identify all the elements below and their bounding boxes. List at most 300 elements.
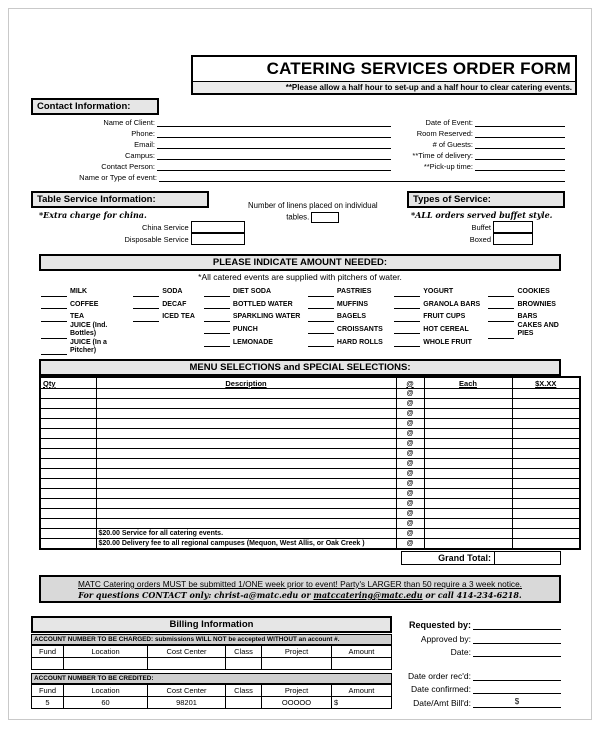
amount-item-label: PASTRIES	[336, 288, 372, 296]
at-symbol-cell: @	[396, 468, 424, 478]
description-cell[interactable]	[96, 418, 396, 428]
amount-column	[41, 284, 133, 355]
input-line[interactable]	[157, 117, 391, 127]
amount-item-label: PUNCH	[232, 325, 258, 333]
menu-col-header: Each	[424, 377, 512, 388]
form-field-row	[391, 138, 565, 149]
qty-cell[interactable]	[40, 508, 96, 518]
billing-col-header: Fund	[32, 684, 64, 696]
price-cell[interactable]	[512, 448, 580, 458]
amount-input-line[interactable]	[204, 338, 230, 347]
qty-cell[interactable]	[40, 468, 96, 478]
qty-cell[interactable]	[40, 478, 96, 488]
billing-col-header: Cost Center	[148, 645, 226, 657]
amount-item-label: HARD ROLLS	[336, 338, 383, 346]
billing-col-header: Location	[64, 684, 148, 696]
input-line[interactable]	[157, 128, 391, 138]
amount-input-line[interactable]	[204, 288, 230, 297]
description-cell[interactable]	[96, 518, 396, 528]
field-label: **Pick-up time:	[423, 162, 473, 171]
form-field-row	[39, 160, 391, 171]
qty-cell[interactable]	[40, 418, 96, 428]
qty-cell[interactable]	[40, 498, 96, 508]
amount-item-label: DECAF	[162, 300, 187, 308]
menu-table-row	[40, 468, 580, 478]
signoff-row	[408, 694, 561, 708]
price-cell[interactable]	[512, 438, 580, 448]
signoff-label: Date/Amt Bill'd:	[413, 697, 471, 708]
field-label: Buffet	[471, 222, 491, 232]
at-symbol-cell: @	[396, 388, 424, 398]
types-of-service-block	[381, 189, 565, 245]
at-symbol-cell: @	[396, 438, 424, 448]
account-charged-note: ACCOUNT NUMBER TO BE CHARGED: submissions WILL NOT be accepted WITHOUT an account #.	[31, 634, 392, 645]
amount-item-label: LEMONADE	[232, 338, 273, 346]
billing-cell[interactable]	[148, 657, 226, 669]
amount-input-line[interactable]	[488, 313, 514, 322]
form-field-row	[391, 160, 565, 171]
price-cell[interactable]	[512, 398, 580, 408]
billing-data-row	[32, 696, 392, 708]
menu-table-row	[40, 518, 580, 528]
amount-input-line[interactable]	[394, 300, 420, 309]
form-field-row	[39, 171, 565, 182]
each-cell[interactable]	[424, 468, 512, 478]
billing-data-row	[32, 657, 392, 669]
amount-input-line[interactable]	[133, 313, 159, 322]
amount-input-line[interactable]	[41, 313, 67, 322]
at-symbol-cell: @	[396, 448, 424, 458]
qty-cell[interactable]	[40, 528, 96, 538]
amount-item	[394, 322, 488, 335]
billing-col-header: Class	[226, 684, 262, 696]
amount-input-line[interactable]	[308, 325, 334, 334]
at-symbol-cell: @	[396, 508, 424, 518]
price-cell[interactable]	[512, 528, 580, 538]
amount-item	[308, 322, 394, 335]
amount-input-line[interactable]	[41, 330, 67, 339]
menu-table-row	[40, 478, 580, 488]
amount-input-line[interactable]	[394, 288, 420, 297]
amount-input-line[interactable]	[204, 325, 230, 334]
billing-cell: OOOOO	[262, 696, 332, 708]
amount-input-line[interactable]	[488, 300, 514, 309]
amount-input-line[interactable]	[41, 346, 67, 355]
qty-cell[interactable]	[40, 408, 96, 418]
amount-item	[308, 284, 394, 297]
menu-table-row	[40, 508, 580, 518]
menu-table-row	[40, 458, 580, 468]
price-cell[interactable]	[512, 388, 580, 398]
amount-column	[204, 284, 308, 355]
qty-cell[interactable]	[40, 388, 96, 398]
linens-label: Number of linens placed on individual tables.	[248, 201, 378, 221]
amount-item	[41, 322, 133, 339]
menu-table-row	[40, 428, 580, 438]
contact-left-fields	[39, 116, 391, 171]
price-cell[interactable]	[512, 468, 580, 478]
menu-table-row	[40, 488, 580, 498]
field-label: **Time of delivery:	[412, 151, 473, 160]
price-cell[interactable]	[512, 498, 580, 508]
amount-input-line[interactable]	[308, 338, 334, 347]
amount-item-label: ICED TEA	[162, 313, 195, 321]
menu-table-row	[40, 418, 580, 428]
description-cell[interactable]	[96, 428, 396, 438]
form-field-row	[39, 116, 391, 127]
account-charged-table	[31, 645, 392, 670]
signoff-line[interactable]	[473, 645, 561, 657]
input-line[interactable]	[157, 161, 391, 171]
each-cell[interactable]	[424, 458, 512, 468]
amount-item	[41, 309, 133, 322]
at-symbol-cell: @	[396, 498, 424, 508]
amount-item	[41, 284, 133, 297]
types-of-service-heading: Types of Service:	[407, 191, 565, 208]
at-symbol-cell: @	[396, 418, 424, 428]
amount-input-line[interactable]	[488, 330, 514, 339]
contact-information-heading: Contact Information:	[31, 98, 159, 115]
price-cell[interactable]	[512, 458, 580, 468]
description-cell[interactable]	[96, 408, 396, 418]
amount-needed-heading: PLEASE INDICATE AMOUNT NEEDED:	[39, 254, 561, 271]
table-service-heading: Table Service Information:	[31, 191, 209, 208]
amount-item	[204, 322, 308, 335]
each-cell[interactable]	[424, 388, 512, 398]
amount-item	[488, 297, 565, 310]
input-box[interactable]	[191, 233, 245, 245]
signoff-line[interactable]: $	[473, 696, 561, 708]
amount-item-label: HOT CEREAL	[423, 325, 469, 333]
menu-table-row	[40, 448, 580, 458]
field-label: Email:	[134, 140, 155, 149]
qty-cell[interactable]	[40, 398, 96, 408]
price-cell[interactable]	[512, 418, 580, 428]
at-symbol-cell: @	[396, 528, 424, 538]
amount-item	[488, 284, 565, 297]
billing-col-header: Project	[262, 684, 332, 696]
billing-cell[interactable]	[32, 657, 64, 669]
menu-col-header: Description	[96, 377, 396, 388]
notice-contact-prefix: For questions CONTACT only: christ-a@matc.edu or	[78, 589, 314, 600]
menu-col-header: @	[396, 377, 424, 388]
input-line[interactable]	[475, 150, 565, 160]
linens-block	[245, 189, 381, 245]
price-cell[interactable]	[512, 488, 580, 498]
amount-column	[308, 284, 394, 355]
amount-item	[394, 334, 488, 347]
form-field-row	[391, 116, 565, 127]
qty-cell[interactable]	[40, 428, 96, 438]
menu-table-row	[40, 528, 580, 538]
each-cell[interactable]	[424, 478, 512, 488]
description-cell[interactable]	[96, 458, 396, 468]
amount-item-label: FRUIT CUPS	[423, 313, 466, 321]
contact-event-field	[9, 171, 591, 182]
amount-item-label: JUICE (Ind. Bottles)	[70, 321, 108, 338]
amount-input-line[interactable]	[41, 300, 67, 309]
description-cell[interactable]	[96, 398, 396, 408]
amount-column	[488, 284, 565, 355]
table-service-block	[31, 189, 245, 245]
amount-item	[41, 297, 133, 310]
account-credited-table	[31, 684, 392, 709]
input-box[interactable]	[191, 221, 245, 233]
signoff-line[interactable]	[473, 669, 561, 681]
each-cell[interactable]	[424, 498, 512, 508]
amount-input-line[interactable]	[133, 288, 159, 297]
billing-block	[31, 616, 392, 709]
billing-col-header: Fund	[32, 645, 64, 657]
menu-table-row	[40, 538, 580, 549]
china-charge-note: *Extra charge for china.	[39, 210, 147, 220]
each-cell[interactable]	[424, 538, 512, 549]
amount-item	[394, 309, 488, 322]
menu-selections-table	[39, 376, 581, 550]
price-cell[interactable]	[512, 538, 580, 549]
description-cell[interactable]	[96, 478, 396, 488]
billing-cell[interactable]	[262, 657, 332, 669]
amount-item-label: BARS	[517, 313, 538, 321]
menu-selections-heading: MENU SELECTIONS and SPECIAL SELECTIONS:	[39, 359, 561, 376]
amount-input-line[interactable]	[204, 313, 230, 322]
menu-table-row	[40, 498, 580, 508]
signoff-line[interactable]	[473, 618, 561, 630]
field-label: China Service	[141, 222, 189, 232]
account-credited-note: ACCOUNT NUMBER TO BE CREDITED:	[31, 673, 392, 684]
amount-item-label: SODA	[162, 288, 183, 296]
each-cell[interactable]	[424, 508, 512, 518]
signoff-row	[408, 667, 561, 681]
each-cell[interactable]	[424, 528, 512, 538]
billing-cell: 5	[32, 696, 64, 708]
price-cell[interactable]	[512, 428, 580, 438]
signoff-row	[408, 681, 561, 695]
submission-notice	[39, 575, 561, 603]
description-cell[interactable]	[96, 488, 396, 498]
signoff-row	[408, 617, 561, 631]
qty-cell[interactable]	[40, 538, 96, 549]
notice-deadline-line: MATC Catering orders MUST be submitted 1/ONE week prior to event! Party's LARGER than 50 require a 3 week notice.	[78, 578, 522, 589]
amount-item	[204, 297, 308, 310]
each-cell[interactable]	[424, 418, 512, 428]
contact-right-fields	[391, 116, 565, 171]
account-credited-block	[31, 673, 392, 709]
input-line[interactable]	[475, 128, 565, 138]
amount-input-line[interactable]	[394, 338, 420, 347]
qty-cell[interactable]	[40, 488, 96, 498]
billing-header-row	[32, 645, 392, 657]
catering-email-link[interactable]: matccatering@matc.edu	[313, 589, 423, 600]
billing-cell[interactable]	[332, 657, 392, 669]
input-line[interactable]	[157, 150, 391, 160]
notice-contact-suffix: or call 414-234-6218.	[422, 589, 522, 600]
menu-table-row	[40, 438, 580, 448]
amount-item-label: YOGURT	[423, 288, 454, 296]
each-cell[interactable]	[424, 438, 512, 448]
amount-input-line[interactable]	[394, 313, 420, 322]
billing-col-header: Amount	[332, 684, 392, 696]
amount-item	[204, 334, 308, 347]
qty-cell[interactable]	[40, 458, 96, 468]
amount-item-label: COOKIES	[517, 288, 550, 296]
at-symbol-cell: @	[396, 538, 424, 549]
amount-item	[308, 297, 394, 310]
grand-total-value-box[interactable]	[495, 551, 561, 565]
each-cell[interactable]	[424, 398, 512, 408]
amount-item	[133, 284, 204, 297]
amount-item	[394, 284, 488, 297]
amount-input-line[interactable]	[133, 300, 159, 309]
service-section	[9, 182, 591, 245]
amount-input-line[interactable]	[308, 288, 334, 297]
pitchers-note: *All catered events are supplied with pitchers of water.	[198, 272, 402, 282]
billing-header-row	[32, 684, 392, 696]
amount-input-line[interactable]	[41, 288, 67, 297]
linens-count-box[interactable]	[311, 212, 339, 223]
amount-item-label: DIET SODA	[232, 288, 272, 296]
amount-item	[488, 322, 565, 339]
price-cell[interactable]	[512, 508, 580, 518]
checkbox-field-row	[407, 233, 565, 245]
amount-item-label: COFFEE	[70, 300, 99, 308]
each-cell[interactable]	[424, 518, 512, 528]
input-line[interactable]	[475, 139, 565, 149]
signoff-line[interactable]	[473, 682, 561, 694]
field-label: Phone:	[131, 129, 155, 138]
signoff-row	[408, 630, 561, 644]
qty-cell[interactable]	[40, 518, 96, 528]
form-field-row	[39, 149, 391, 160]
menu-table-row	[40, 408, 580, 418]
at-symbol-cell: @	[396, 518, 424, 528]
amount-item-label: MUFFINS	[336, 300, 369, 308]
amount-item-label: TEA	[70, 313, 84, 321]
contact-section	[9, 115, 591, 171]
amount-item-label: CROISSANTS	[336, 325, 383, 333]
buffet-style-note: *ALL orders served buffet style.	[411, 210, 553, 220]
field-label: Date of Event:	[425, 118, 473, 127]
each-cell[interactable]	[424, 488, 512, 498]
price-cell[interactable]	[512, 478, 580, 488]
notice-contact-line	[41, 589, 559, 600]
field-label: Contact Person:	[101, 162, 155, 171]
input-line[interactable]	[475, 161, 565, 171]
form-field-row	[39, 138, 391, 149]
description-cell: $20.00 Delivery fee to all regional campuses (Mequon, West Allis, or Oak Creek )	[96, 538, 396, 549]
types-of-service-fields	[407, 221, 565, 245]
menu-header-row	[40, 377, 580, 388]
form-title: CATERING SERVICES ORDER FORM	[266, 59, 571, 78]
billing-col-header: Amount	[332, 645, 392, 657]
qty-cell[interactable]	[40, 438, 96, 448]
input-line[interactable]	[157, 139, 391, 149]
field-label: Disposable Service	[124, 234, 189, 244]
amount-item-label: BOTTLED WATER	[232, 300, 293, 308]
amount-item-label: WHOLE FRUIT	[423, 338, 472, 346]
amount-item-label: MILK	[70, 288, 88, 296]
amount-item-label: SPARKLING WATER	[232, 313, 301, 321]
grand-total-row	[39, 551, 561, 565]
amount-input-line[interactable]	[488, 288, 514, 297]
checkbox-field-row	[407, 221, 565, 233]
signoff-gap	[408, 657, 561, 667]
menu-col-header: Qty	[40, 377, 96, 388]
description-cell[interactable]	[96, 448, 396, 458]
signoff-block	[392, 616, 561, 709]
signoff-label: Approved by:	[420, 633, 471, 644]
amount-item-label: GRANOLA BARS	[423, 300, 481, 308]
description-cell[interactable]	[96, 468, 396, 478]
each-cell[interactable]	[424, 448, 512, 458]
amount-input-line[interactable]	[394, 325, 420, 334]
signoff-label: Date confirmed:	[411, 684, 471, 695]
description-cell[interactable]	[96, 438, 396, 448]
billing-col-header: Cost Center	[148, 684, 226, 696]
amount-item-label: JUICE (In a Pitcher)	[70, 338, 107, 354]
amount-item	[204, 284, 308, 297]
billing-cell: 98201	[148, 696, 226, 708]
billing-information-heading: Billing Information	[31, 616, 392, 633]
description-cell: $20.00 Service for all catering events.	[96, 528, 396, 538]
price-cell[interactable]	[512, 518, 580, 528]
input-box[interactable]	[493, 221, 533, 233]
amount-input-line[interactable]	[308, 300, 334, 309]
amount-item	[308, 309, 394, 322]
each-cell[interactable]	[424, 428, 512, 438]
billing-section	[31, 616, 561, 709]
amount-input-line[interactable]	[308, 313, 334, 322]
signoff-label: Requested by:	[408, 620, 471, 631]
form-field-row	[391, 149, 565, 160]
at-symbol-cell: @	[396, 408, 424, 418]
signoff-line[interactable]	[473, 632, 561, 644]
amount-item	[204, 309, 308, 322]
amount-item-label: BAGELS	[336, 313, 367, 321]
menu-col-header: $X.XX	[512, 377, 580, 388]
billing-cell: 60	[64, 696, 148, 708]
billing-cell[interactable]	[226, 657, 262, 669]
description-cell[interactable]	[96, 388, 396, 398]
field-label: Room Reserved:	[416, 129, 473, 138]
qty-cell[interactable]	[40, 448, 96, 458]
price-cell[interactable]	[512, 408, 580, 418]
input-box[interactable]	[493, 233, 533, 245]
form-field-row	[39, 127, 391, 138]
billing-col-header: Project	[262, 645, 332, 657]
amount-item-label: BROWNIES	[517, 300, 556, 308]
checkbox-field-row	[31, 221, 245, 233]
billing-cell	[226, 696, 262, 708]
at-symbol-cell: @	[396, 398, 424, 408]
description-cell[interactable]	[96, 508, 396, 518]
each-cell[interactable]	[424, 408, 512, 418]
amount-input-line[interactable]	[204, 300, 230, 309]
description-cell[interactable]	[96, 498, 396, 508]
billing-cell: $	[332, 696, 392, 708]
field-label: Name or Type of event:	[79, 173, 157, 182]
amount-item	[488, 309, 565, 322]
form-title-block	[191, 55, 577, 95]
table-service-fields	[31, 221, 245, 245]
input-line[interactable]	[475, 117, 565, 127]
amount-column	[394, 284, 488, 355]
input-line[interactable]	[159, 172, 565, 182]
grand-total-label: Grand Total:	[401, 551, 495, 565]
billing-cell[interactable]	[64, 657, 148, 669]
amount-item	[394, 297, 488, 310]
field-label: # of Guests:	[432, 140, 473, 149]
